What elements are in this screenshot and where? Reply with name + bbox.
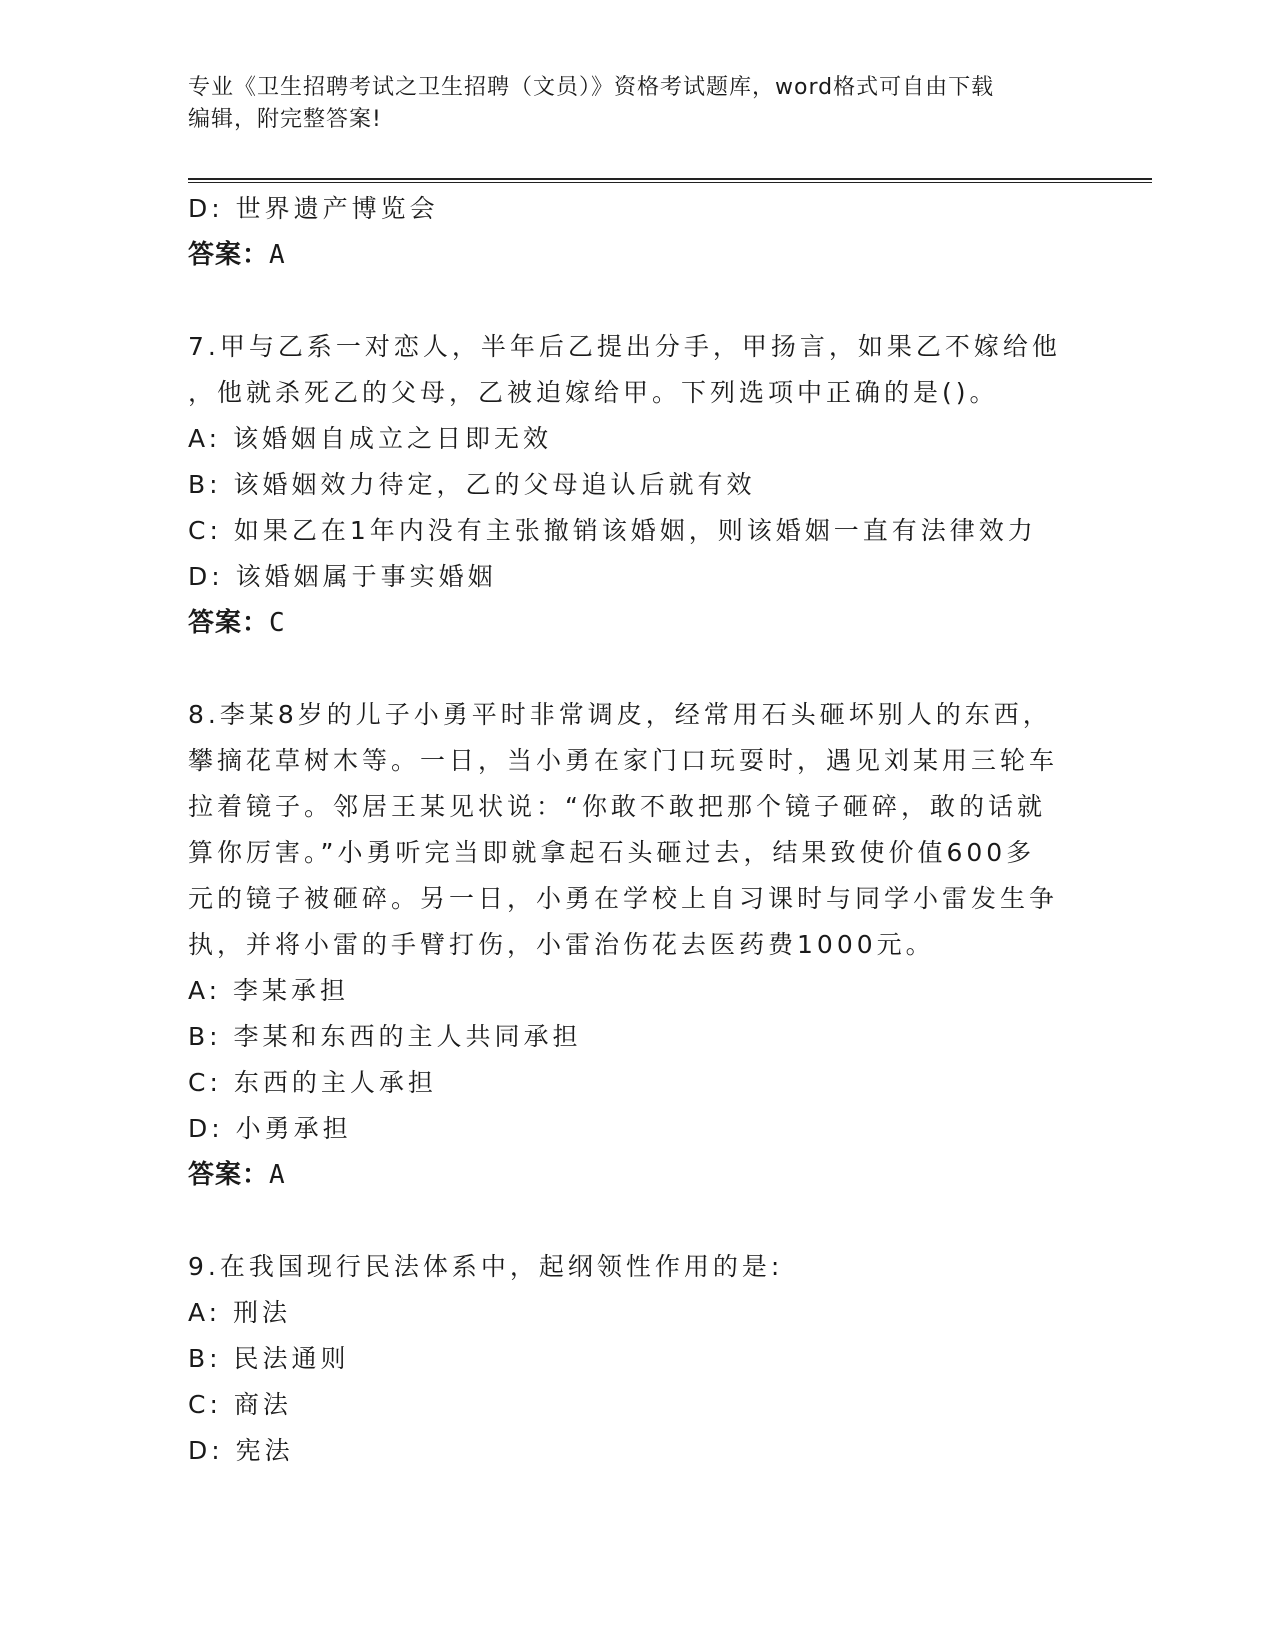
q7-option-a: A: 该婚姻自成立之日即无效: [188, 424, 553, 453]
q8-text-line: 攀摘花草树木等。一日，当小勇在家门口玩耍时，遇见刘某用三轮车: [188, 746, 1059, 775]
document-header: [188, 72, 1088, 136]
header-line-2: 编辑，附完整答案!: [188, 107, 382, 132]
q6-option-d: D: 世界遗产博览会: [188, 194, 439, 223]
q8-text-line: 算你厉害。”小勇听完当即就拿起石头砸过去，结果致使价值600多: [188, 838, 1036, 867]
answer-value: A: [269, 240, 286, 270]
q8-text-line: 拉着镜子。邻居王某见状说：“你敢不敢把那个镜子砸碎，敢的话就: [188, 792, 1046, 821]
q8-option-d: D: 小勇承担: [188, 1114, 352, 1143]
answer-value: C: [269, 608, 286, 638]
q9-option-b: B: 民法通则: [188, 1344, 350, 1373]
q7-option-c: C: 如果乙在1年内没有主张撤销该婚姻，则该婚姻一直有法律效力: [188, 516, 1037, 545]
q7-option-b: B: 该婚姻效力待定，乙的父母追认后就有效: [188, 470, 756, 499]
q8-text-line: 元的镜子被砸碎。另一日，小勇在学校上自习课时与同学小雷发生争: [188, 884, 1059, 913]
q8-answer: [188, 1152, 1068, 1198]
q9-option-c: C: 商法: [188, 1390, 292, 1419]
header-divider: [188, 178, 1152, 183]
q7-answer: [188, 600, 1068, 646]
q8-option-b: B: 李某和东西的主人共同承担: [188, 1022, 582, 1051]
spacer: [188, 1198, 1068, 1244]
answer-label: 答案：: [188, 1160, 270, 1190]
q9-option-a: A: 刑法: [188, 1298, 292, 1327]
document-body: [188, 186, 1068, 1474]
q8-option-c: C: 东西的主人承担: [188, 1068, 437, 1097]
q8-option-a: A: 李某承担: [188, 976, 350, 1005]
header-line-1: 专业《卫生招聘考试之卫生招聘（文员）》资格考试题库，word格式可自由下载: [188, 75, 995, 100]
q7-option-d: D: 该婚姻属于事实婚姻: [188, 562, 497, 591]
q9-text-line: 9.在我国现行民法体系中，起纲领性作用的是:: [188, 1252, 784, 1281]
q8-text-line: 执，并将小雷的手臂打伤，小雷治伤花去医药费1000元。: [188, 930, 935, 959]
q6-answer: [188, 232, 1068, 278]
answer-value: A: [269, 1160, 286, 1190]
q7-text: [188, 324, 1068, 416]
spacer: [188, 646, 1068, 692]
q9-option-d: D: 宪法: [188, 1436, 294, 1465]
q8-text-line: 8.李某8岁的儿子小勇平时非常调皮，经常用石头砸坏别人的东西，: [188, 700, 1052, 729]
answer-label: 答案：: [188, 608, 270, 638]
q7-text-line: ，他就杀死乙的父母，乙被迫嫁给甲。下列选项中正确的是()。: [188, 378, 999, 407]
spacer: [188, 278, 1068, 324]
q7-text-line: 7.甲与乙系一对恋人，半年后乙提出分手，甲扬言，如果乙不嫁给他: [188, 332, 1061, 361]
q8-text: [188, 692, 1068, 968]
answer-label: 答案：: [188, 240, 270, 270]
q9-text: [188, 1244, 1068, 1290]
